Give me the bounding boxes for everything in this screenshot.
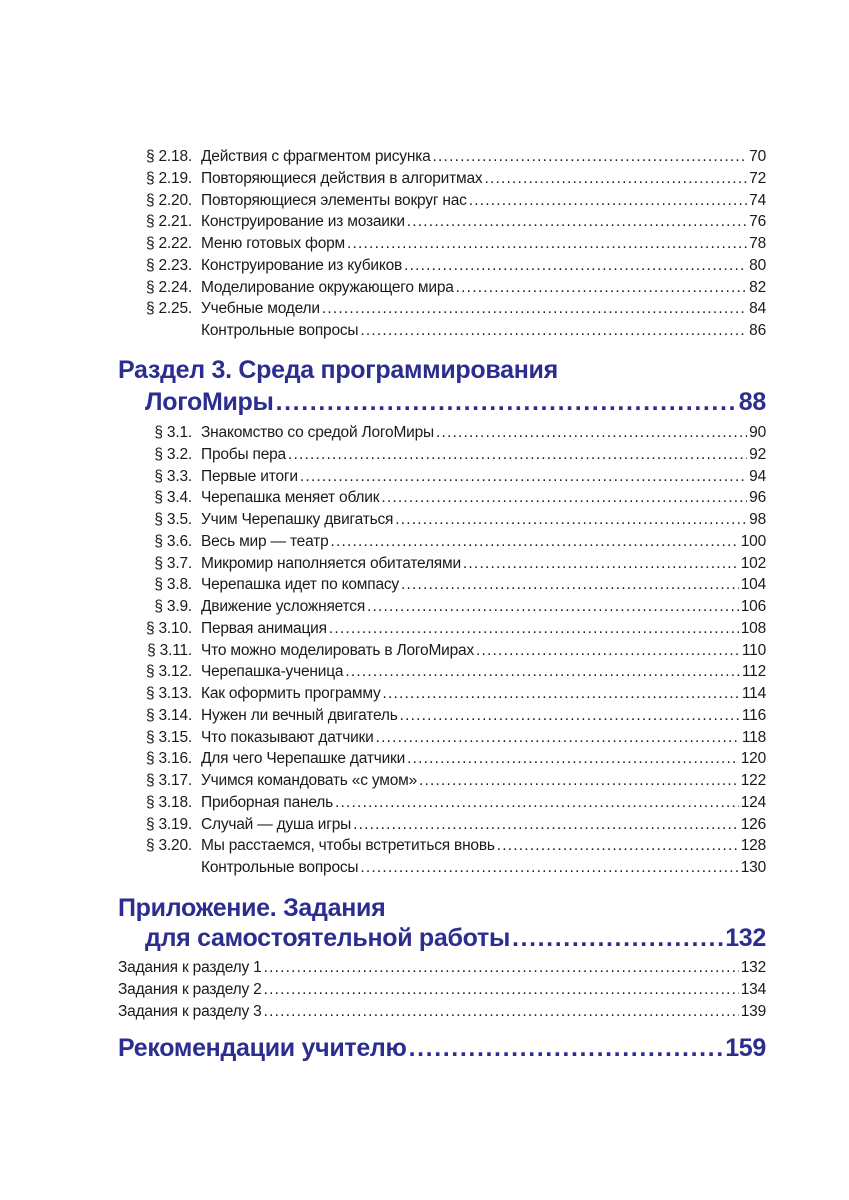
entry-number: § 2.18. [145,148,192,165]
dot-leader [381,489,747,507]
appendix-heading-line1: Приложение. Задания [118,894,386,922]
entry-number: § 3.8. [154,576,192,594]
dot-leader [463,555,739,573]
entry-title: Конструирование из кубиков [201,256,403,274]
entry-page: 130 [740,859,766,876]
entry-number: § 2.21. [145,213,192,231]
entry-number: § 3.3. [154,467,192,485]
entry-title: Черепашка идет по компасу [201,576,399,594]
toc-entry [118,322,766,344]
entry-page: 104 [740,576,766,594]
dot-leader [329,620,739,638]
entry-title: Учимся командовать «с умом» [201,772,417,789]
entry-page: 128 [740,837,766,855]
entry-number: § 3.14. [145,706,192,724]
entry-title: Приборная панель [201,793,334,811]
appendix-page: 132 [725,924,766,952]
toc-entry [118,642,766,664]
entry-number: § 3.19. [145,815,192,833]
entry-number: § 2.20. [145,191,192,209]
entry-title: Для чего Черепашке датчики [201,750,406,768]
dot-leader [419,772,739,790]
entry-title: Повторяющиеся элементы вокруг нас [201,191,467,209]
entry-page: 78 [749,235,766,252]
entry-title: Повторяющиеся действия в алгоритмах [201,169,483,187]
entry-page: 102 [740,554,766,572]
entry-page: 134 [740,981,766,998]
appendix-entries [118,959,766,1025]
dot-leader [383,685,740,703]
appendix-heading [118,894,766,956]
dot-leader [469,192,747,210]
entry-page: 74 [749,191,766,209]
entry-number: § 3.9. [154,598,192,615]
dot-leader [376,729,740,747]
section3-page: 88 [738,388,766,416]
entry-page: 114 [741,685,766,702]
dot-leader [347,235,747,253]
toc-entry [118,148,766,170]
entry-number: § 3.18. [145,793,192,811]
entry-title: Первые итоги [201,467,298,485]
toc-entry [118,729,766,751]
entry-title: Черепашка-ученица [201,663,344,681]
toc-entry [118,750,766,772]
dot-leader [400,707,740,725]
toc-entry [118,279,766,301]
dot-leader [433,148,748,166]
toc-entry [118,300,766,322]
entry-page: 72 [749,169,766,187]
entry-number: § 3.4. [154,489,192,507]
entry-page: 100 [740,532,766,550]
entry-number: § 2.23. [145,256,192,274]
section3-heading-line2: ЛогоМиры [145,388,274,416]
toc-entry [118,663,766,685]
dot-leader [322,300,747,318]
dot-leader [484,170,747,188]
toc-entry [118,257,766,279]
toc-entry [118,235,766,257]
dot-leader [476,642,740,660]
dot-leader [401,576,739,594]
toc-entry [118,1003,766,1025]
entry-number: § 3.6. [154,532,192,550]
entry-title: Что можно моделировать в ЛогоМирах [201,641,475,659]
toc-entry [118,576,766,598]
toc-entry [118,981,766,1003]
dot-leader [330,533,738,551]
entry-title: Моделирование окружающего мира [201,278,454,296]
section3-heading [118,356,766,420]
entry-page: 108 [740,619,766,637]
dot-leader [353,816,739,834]
entry-page: 82 [749,278,766,296]
entry-title: Меню готовых форм [201,235,346,252]
toc-entry [118,707,766,729]
entry-page: 124 [740,793,766,811]
entry-number: § 3.16. [145,750,192,768]
entry-page: 80 [749,256,766,274]
entry-title: Учебные модели [201,300,320,318]
toc-entry [118,794,766,816]
entry-title: Черепашка меняет облик [201,489,380,507]
dot-leader [264,959,739,977]
dot-leader [456,279,747,297]
section2-entries [118,148,766,344]
entry-title: Как оформить программу [201,685,381,702]
toc-entry [118,772,766,794]
entry-page: 98 [749,511,766,528]
entry-page: 84 [749,300,766,318]
dot-leader [300,468,747,486]
entry-number: § 3.13. [145,685,192,702]
dot-leader [345,663,740,681]
entry-page: 76 [749,213,766,231]
entry-page: 132 [740,959,766,976]
recommendations-heading [118,1034,766,1066]
recommendations-title: Рекомендации учителю [118,1034,407,1062]
entry-page: 86 [749,322,766,339]
entry-title: Конструирование из мозаики [201,213,405,231]
entry-number: § 2.24. [145,278,192,296]
toc-entry [118,489,766,511]
entry-number: § 3.20. [145,837,192,855]
dot-leader [497,837,739,855]
toc-entry [118,468,766,490]
entry-page: 122 [740,772,766,789]
toc-entry [118,511,766,533]
entry-page: 118 [741,728,766,746]
entry-title: Задания к разделу 1 [118,959,262,976]
dot-leader [367,598,739,616]
entry-title: Пробы пера [201,445,286,463]
dot-leader [407,213,747,231]
dot-leader [360,322,747,340]
toc-entry [118,533,766,555]
toc-entry [118,192,766,214]
entry-title: Движение усложняется [201,598,366,615]
entry-title: Весь мир — театр [201,532,329,550]
entry-title: Контрольные вопросы [201,859,359,876]
entry-page: 139 [740,1003,766,1020]
entry-title: Нужен ли вечный двигатель [201,706,398,724]
entry-number: § 3.5. [154,511,192,528]
toc-entry [118,424,766,446]
entry-number: § 3.15. [145,728,192,746]
entry-title: Контрольные вопросы [201,322,359,339]
dot-leader [436,424,747,442]
dot-leader [395,511,747,529]
toc-entry [118,446,766,468]
dot-leader [409,1034,724,1063]
entry-title: Задания к разделу 3 [118,1003,262,1020]
entry-number: § 3.7. [154,554,192,572]
dot-leader [264,981,739,999]
entry-page: 110 [741,641,766,659]
entry-page: 96 [749,489,766,507]
dot-leader [276,388,737,417]
dot-leader [407,750,739,768]
entry-number: § 3.10. [145,619,192,637]
entry-page: 70 [749,148,766,165]
entry-title: Учим Черепашку двигаться [201,511,394,528]
dot-leader [335,794,739,812]
dot-leader [512,924,723,953]
entry-title: Действия с фрагментом рисунка [201,148,431,165]
entry-number: § 3.12. [145,663,192,681]
entry-number: § 3.17. [145,772,192,789]
toc-entry [118,837,766,859]
entry-number: § 3.11. [147,641,192,659]
entry-page: 120 [740,750,766,768]
entry-title: Задания к разделу 2 [118,981,262,998]
entry-page: 92 [749,445,766,463]
dot-leader [360,859,738,877]
dot-leader [264,1003,739,1021]
entry-page: 106 [740,598,766,615]
section3-entries [118,424,766,881]
toc-entry [118,598,766,620]
entry-page: 116 [741,706,766,724]
entry-number: § 3.1. [154,424,192,441]
toc-entry [118,959,766,981]
entry-title: Знакомство со средой ЛогоМиры [201,424,434,441]
entry-title: Первая анимация [201,619,327,637]
toc-entry [118,620,766,642]
entry-number: § 2.25. [145,300,192,318]
entry-title: Мы расстаемся, чтобы встретиться вновь [201,837,495,855]
entry-page: 90 [749,424,766,441]
section3-heading-line1: Раздел 3. Среда программирования [118,356,558,384]
dot-leader [404,257,747,275]
toc-entry [118,859,766,881]
dot-leader [288,446,747,464]
toc-entry [118,213,766,235]
appendix-heading-line2: для самостоятельной работы [145,924,510,952]
toc-entry [118,170,766,192]
entry-number: § 2.22. [145,235,192,252]
entry-page: 126 [740,815,766,833]
entry-page: 94 [749,467,766,485]
entry-title: Что показывают датчики [201,728,374,746]
entry-title: Микромир наполняется обитателями [201,554,461,572]
toc-entry [118,816,766,838]
toc-entry [118,685,766,707]
toc-entry [118,555,766,577]
entry-page: 112 [741,663,766,681]
entry-number: § 2.19. [145,169,192,187]
recommendations-page: 159 [725,1034,766,1062]
entry-title: Случай — душа игры [201,815,352,833]
entry-number: § 3.2. [154,445,192,463]
